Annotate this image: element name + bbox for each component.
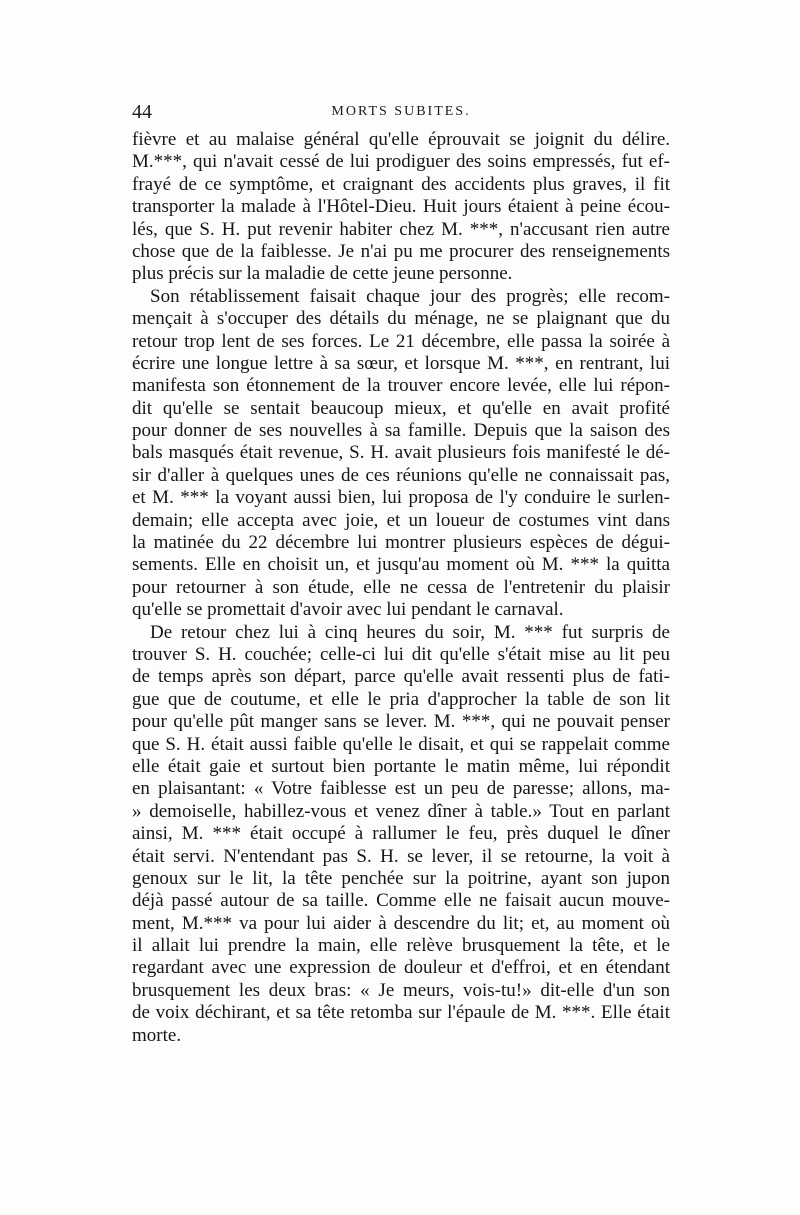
text-line: qu'elle se promettait d'avoir avec lui pendant le carnaval. xyxy=(132,599,564,621)
text-line: ainsi, M. *** était occupé à rallumer le feu, près duquel le dîner xyxy=(132,823,670,845)
text-line: retour trop lent de ses forces. Le 21 décembre, elle passa la soirée à xyxy=(132,330,670,352)
page-number: 44 xyxy=(132,101,152,123)
text-line: que S. H. était aussi faible qu'elle le disait, et qui se rappelait comme xyxy=(132,733,670,755)
text-line: M.***, qui n'avait cessé de lui prodiguer des soins empressés, fut ef- xyxy=(132,151,670,173)
body-text xyxy=(132,129,670,1047)
running-head xyxy=(132,100,670,124)
text-line: manifesta son étonnement de la trouver encore levée, elle lui répon- xyxy=(132,375,670,397)
text-line: regardant avec une expression de douleur et d'effroi, et en étendant xyxy=(132,957,670,979)
text-line: ment, M.*** va pour lui aider à descendre du lit; et, au moment où xyxy=(132,912,670,934)
text-line: Son rétablissement faisait chaque jour des progrès; elle recom- xyxy=(150,285,670,307)
text-line: la matinée du 22 décembre lui montrer plusieurs espèces de dégui- xyxy=(132,532,670,554)
text-line: il allait lui prendre la main, elle relève brusquement la tête, et le xyxy=(132,935,670,957)
text-line: pour donner de ses nouvelles à sa famille. Depuis que la saison des xyxy=(132,420,670,442)
text-line: de voix déchirant, et sa tête retomba sur l'épaule de M. ***. Elle était xyxy=(132,1002,670,1024)
text-line: morte. xyxy=(132,1024,182,1046)
text-line: brusquement les deux bras: « Je meurs, vois-tu!» dit-elle d'un son xyxy=(132,979,670,1001)
text-line: fièvre et au malaise général qu'elle éprouvait se joignit du délire. xyxy=(132,129,670,150)
text-line: écrire une longue lettre à sa sœur, et lorsque M. ***, en rentrant, lui xyxy=(132,352,670,374)
text-line: mençait à s'occuper des détails du ménage, ne se plaignant que du xyxy=(132,308,670,330)
text-line: était servi. N'entendant pas S. H. se lever, il se retourne, la voit à xyxy=(132,845,670,867)
text-line: sir d'aller à quelques unes de ces réunions qu'elle ne connaissait pas, xyxy=(132,464,670,486)
text-line: en plaisantant: « Votre faiblesse est un peu de paresse; allons, ma- xyxy=(132,778,670,800)
text-line: et M. *** la voyant aussi bien, lui proposa de l'y conduire le surlen- xyxy=(132,487,670,509)
text-line: genoux sur le lit, la tête penchée sur la poitrine, ayant son jupon xyxy=(132,867,670,889)
text-line: De retour chez lui à cinq heures du soir, M. *** fut surpris de xyxy=(150,621,670,643)
text-line: transporter la malade à l'Hôtel-Dieu. Huit jours étaient à peine écou- xyxy=(132,196,670,218)
text-line: » demoiselle, habillez-vous et venez dîner à table.» Tout en parlant xyxy=(132,800,670,822)
running-title: MORTS SUBITES. xyxy=(331,104,471,119)
text-line: gue que de coutume, et elle le pria d'approcher la table de son lit xyxy=(132,688,670,710)
text-line: de temps après son départ, parce qu'elle avait ressenti plus de fati- xyxy=(132,666,670,688)
text-line: demain; elle accepta avec joie, et un loueur de costumes vint dans xyxy=(132,509,670,531)
text-line: bals masqués était revenue, S. H. avait plusieurs fois manifesté le dé- xyxy=(132,442,670,464)
text-line: plus précis sur la maladie de cette jeune personne. xyxy=(132,263,513,285)
text-line: dit qu'elle se sentait beaucoup mieux, et qu'elle en avait profité xyxy=(132,397,670,419)
text-line: lés, que S. H. put revenir habiter chez M. ***, n'accusant rien autre xyxy=(132,218,670,240)
text-line: trouver S. H. couchée; celle-ci lui dit qu'elle s'était mise au lit peu xyxy=(132,643,670,665)
text-line: frayé de ce symptôme, et craignant des accidents plus graves, il fit xyxy=(132,173,670,195)
text-line: sements. Elle en choisit un, et jusqu'au moment où M. *** la quitta xyxy=(132,554,670,576)
text-line: chose que de la faiblesse. Je n'ai pu me procurer des renseignements xyxy=(132,240,670,262)
text-line: pour retourner à son étude, elle ne cessa de l'entretenir du plaisir xyxy=(132,576,670,598)
text-line: pour qu'elle pût manger sans se lever. M. ***, qui ne pouvait penser xyxy=(132,711,670,733)
text-line: elle était gaie et surtout bien portante le matin même, lui répondit xyxy=(132,755,670,777)
text-line: déjà passé autour de sa taille. Comme elle ne faisait aucun mouve- xyxy=(132,890,670,912)
